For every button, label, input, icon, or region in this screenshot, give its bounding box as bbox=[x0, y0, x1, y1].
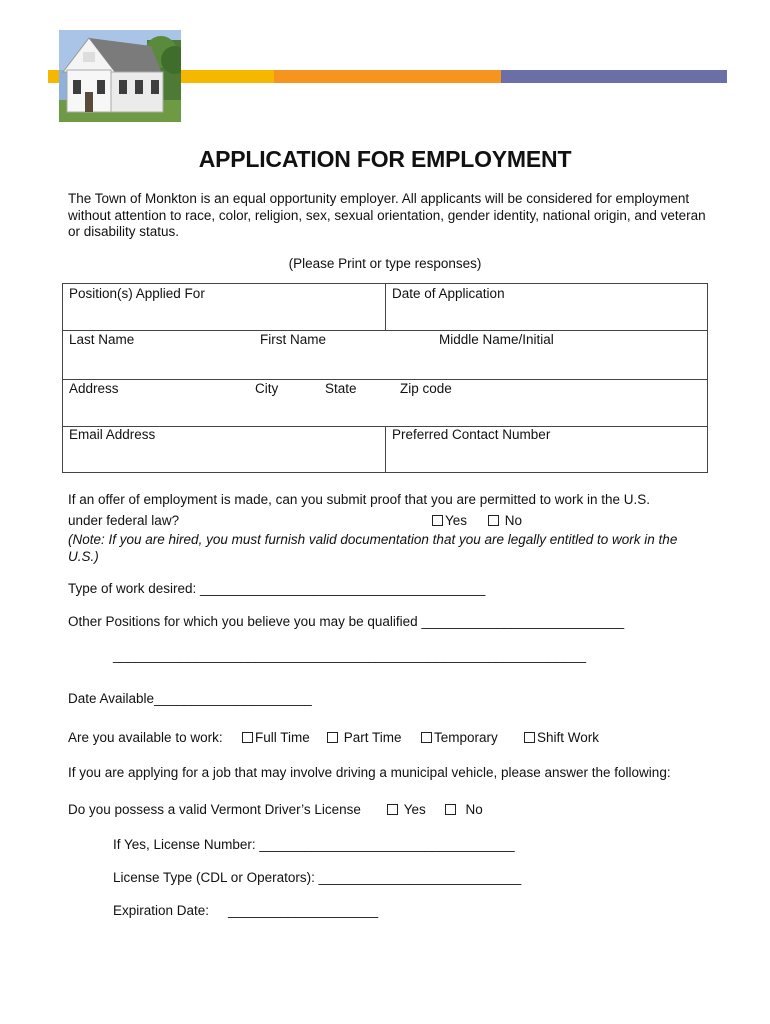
temporary-label: Temporary bbox=[434, 730, 498, 745]
part-time-checkbox[interactable] bbox=[327, 732, 338, 743]
page-title: APPLICATION FOR EMPLOYMENT bbox=[198, 146, 572, 172]
expiration-date-field[interactable]: ____________________ bbox=[228, 903, 379, 918]
full-time-checkbox[interactable] bbox=[242, 732, 253, 743]
full-time-label: Full Time bbox=[255, 730, 310, 745]
work-proof-no-checkbox[interactable] bbox=[488, 515, 499, 526]
first-name-label: First Name bbox=[260, 332, 327, 347]
work-proof-yes-checkbox[interactable] bbox=[432, 515, 443, 526]
email-label: Email Address bbox=[69, 427, 156, 442]
shift-work-label: Shift Work bbox=[537, 730, 600, 745]
part-time-label: Part Time bbox=[343, 730, 402, 745]
date-of-application-label: Date of Application bbox=[392, 286, 505, 301]
license-yes-label: Yes bbox=[403, 802, 426, 817]
applicant-info-grid bbox=[62, 283, 708, 473]
header-band-gold bbox=[181, 70, 274, 83]
work-proof-note: (Note: If you are hired, you must furnish valid documentation that you are legally entitled to work in the U.S.) bbox=[68, 532, 678, 564]
print-note: (Please Print or type responses) bbox=[288, 256, 482, 271]
last-name-label: Last Name bbox=[69, 332, 135, 347]
license-type-field[interactable]: License Type (CDL or Operators): ___________________________ bbox=[113, 870, 522, 885]
temporary-checkbox[interactable] bbox=[421, 732, 432, 743]
other-positions-field-line2[interactable]: _______________________________________________________________ bbox=[113, 648, 587, 663]
license-question: Do you possess a valid Vermont Driver’s License bbox=[68, 802, 361, 817]
date-available-field[interactable]: Date Available_____________________ bbox=[68, 691, 312, 706]
zip-label: Zip code bbox=[400, 381, 452, 396]
preferred-contact-label: Preferred Contact Number bbox=[392, 427, 551, 442]
license-number-field[interactable]: If Yes, License Number: __________________________________ bbox=[113, 837, 515, 852]
city-label: City bbox=[255, 381, 279, 396]
other-positions-field[interactable]: Other Positions for which you believe you may be qualified ___________________________ bbox=[68, 614, 625, 629]
work-proof-yes-label: Yes bbox=[445, 513, 468, 528]
availability-label: Are you available to work: bbox=[68, 730, 223, 745]
address-label: Address bbox=[69, 381, 119, 396]
license-yes-checkbox[interactable] bbox=[387, 804, 398, 815]
header-band-orange bbox=[274, 70, 501, 83]
header-band-purple bbox=[501, 70, 727, 83]
town-hall-photo bbox=[59, 30, 181, 122]
type-of-work-field[interactable]: Type of work desired: ______________________________________ bbox=[68, 581, 486, 596]
work-proof-question-cont: under federal law? bbox=[68, 513, 180, 528]
middle-name-label: Middle Name/Initial bbox=[439, 332, 554, 347]
work-proof-question: If an offer of employment is made, can you submit proof that you are permitted to work in the U.S. bbox=[68, 492, 651, 507]
header-band-yellow bbox=[48, 70, 59, 83]
intro-paragraph: The Town of Monkton is an equal opportunity employer. All applicants will be considered for employment without attention to race, color, religion, sex, sexual orientation, gender identity, national origin, and veteran or disability status. bbox=[68, 191, 706, 239]
license-no-label: No bbox=[465, 802, 483, 817]
work-proof-no-label: No bbox=[504, 513, 523, 528]
expiration-date-label: Expiration Date: bbox=[113, 903, 210, 918]
state-label: State bbox=[325, 381, 357, 396]
position-applied-label: Position(s) Applied For bbox=[69, 286, 205, 301]
shift-work-checkbox[interactable] bbox=[524, 732, 535, 743]
license-no-checkbox[interactable] bbox=[445, 804, 456, 815]
driving-intro: If you are applying for a job that may involve driving a municipal vehicle, please answer the following: bbox=[68, 765, 671, 780]
